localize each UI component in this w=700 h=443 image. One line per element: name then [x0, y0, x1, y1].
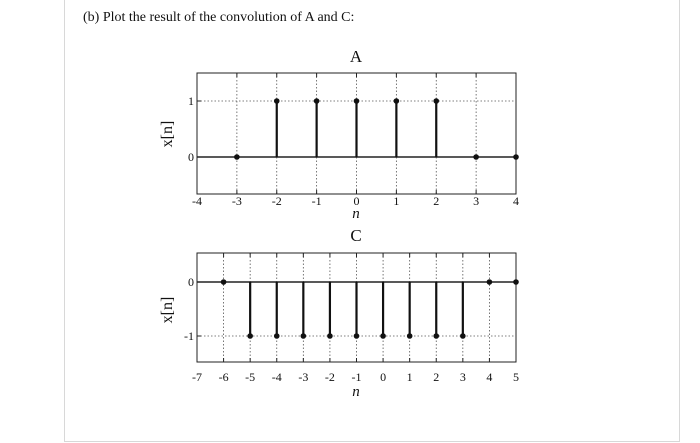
- x-tick-label: -4: [192, 194, 202, 208]
- x-tick-label: 1: [393, 194, 400, 208]
- x-tick-label: -1: [351, 370, 362, 384]
- stem-marker: [327, 333, 333, 339]
- x-tick-label: -4: [271, 370, 282, 384]
- x-tick-label: -2: [271, 194, 282, 208]
- stem-marker: [407, 333, 413, 339]
- x-tick-label: 4: [513, 194, 519, 208]
- stem-marker: [354, 333, 360, 339]
- x-tick-label: 0: [353, 194, 360, 208]
- y-tick-label: 0: [188, 150, 194, 164]
- chart-a: [159, 47, 519, 222]
- x-tick-label: -2: [324, 370, 335, 384]
- stem-marker: [221, 279, 227, 285]
- stem-marker: [513, 154, 519, 160]
- x-tick-label: 1: [406, 370, 413, 384]
- stem-marker: [274, 98, 280, 104]
- x-tick-label: -6: [218, 370, 229, 384]
- x-tick-label: 3: [473, 194, 480, 208]
- chart-title: C: [350, 226, 362, 245]
- stem-marker: [433, 98, 439, 104]
- stem-marker: [354, 98, 360, 104]
- stem-marker: [247, 333, 253, 339]
- stem-marker: [473, 154, 479, 160]
- y-tick-label: 1: [188, 94, 194, 108]
- x-axis-label: n: [352, 206, 360, 222]
- y-tick-label: 0: [188, 275, 194, 289]
- x-tick-label: 2: [433, 194, 440, 208]
- stem-marker: [394, 98, 400, 104]
- x-tick-label: -5: [245, 370, 256, 384]
- y-axis-label: x[n]: [159, 120, 176, 148]
- x-tick-label: 5: [513, 370, 519, 384]
- x-tick-label: 3: [459, 370, 466, 384]
- question-text: (b) Plot the result of the convolution of A and C:: [83, 10, 355, 25]
- stem-marker: [314, 98, 320, 104]
- x-tick-label: 4: [486, 370, 493, 384]
- y-tick-label: -1: [184, 329, 194, 343]
- chart-c: [159, 226, 519, 400]
- x-tick-label: -3: [298, 370, 309, 384]
- chart-title: A: [349, 47, 363, 66]
- x-tick-label: 2: [433, 370, 440, 384]
- x-axis-label: n: [352, 384, 360, 400]
- stem-marker: [274, 333, 280, 339]
- stem-marker: [433, 333, 439, 339]
- stem-marker: [301, 333, 307, 339]
- stem-marker: [380, 333, 386, 339]
- x-tick-label: -7: [192, 370, 202, 384]
- x-tick-label: -3: [231, 194, 242, 208]
- y-axis-label: x[n]: [159, 296, 176, 324]
- x-tick-label: -1: [311, 194, 322, 208]
- stem-marker: [460, 333, 466, 339]
- stem-marker: [513, 279, 519, 285]
- stem-marker: [487, 279, 493, 285]
- x-tick-label: 0: [380, 370, 387, 384]
- stem-marker: [234, 154, 240, 160]
